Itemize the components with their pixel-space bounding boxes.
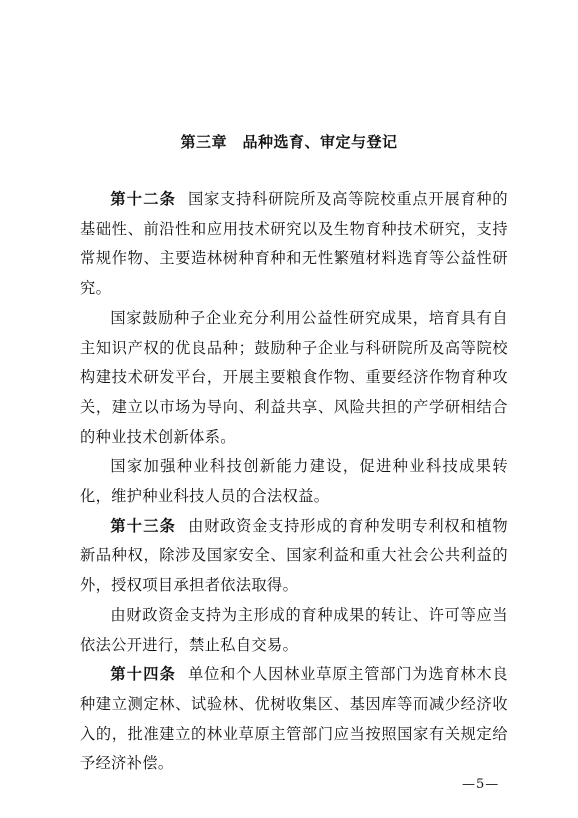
article-12-paragraph-2: 国家鼓励种子企业充分利用公益性研究成果，培育具有自主知识产权的优良品种；鼓励种子企业与科研院所及高等院校构建技术研发平台，开展主要粮食作物、重要经济作物育种攻关，建立以市场为导向、利益共享、风险共担的产学研相结合的种业技术创新体系。	[80, 308, 508, 446]
article-12-paragraph-3: 国家加强种业科技创新能力建设，促进种业科技成果转化，维护种业科技人员的合法权益。	[80, 457, 508, 506]
article-14-label: 第十四条	[110, 665, 177, 684]
article-14-paragraph	[80, 660, 508, 779]
article-12-text: 国家支持科研院所及高等院校重点开展育种的基础性、前沿性和应用技术研究以及生物育种技术研究，支持常规作物、主要造林树种育种和无性繁殖材料选育等公益性研究。	[80, 190, 509, 298]
chapter-title: 第三章 品种选育、审定与登记	[180, 133, 398, 151]
article-12-label: 第十二条	[110, 190, 177, 208]
document-body	[80, 185, 508, 779]
article-13-label: 第十三条	[110, 516, 177, 535]
article-12-paragraph	[80, 185, 508, 304]
article-13-text: 由财政资金支持形成的育种发明专利权和植物新品种权，除涉及国家安全、国家利益和重大社会公共利益的外，授权项目承担者依法取得。	[80, 516, 509, 595]
article-14-text: 单位和个人因林业草原主管部门为选育林木良种建立测定林、试验林、优树收集区、基因库等而减少经济收入的，批准建立的林业草原主管部门应当按照国家有关规定给予经济补偿。	[80, 665, 509, 773]
article-13-paragraph-2: 由财政资金支持为主形成的育种成果的转让、许可等应当依法公开进行，禁止私自交易。	[80, 605, 508, 654]
article-13-paragraph	[80, 512, 508, 601]
page-number: —5—	[462, 777, 500, 792]
